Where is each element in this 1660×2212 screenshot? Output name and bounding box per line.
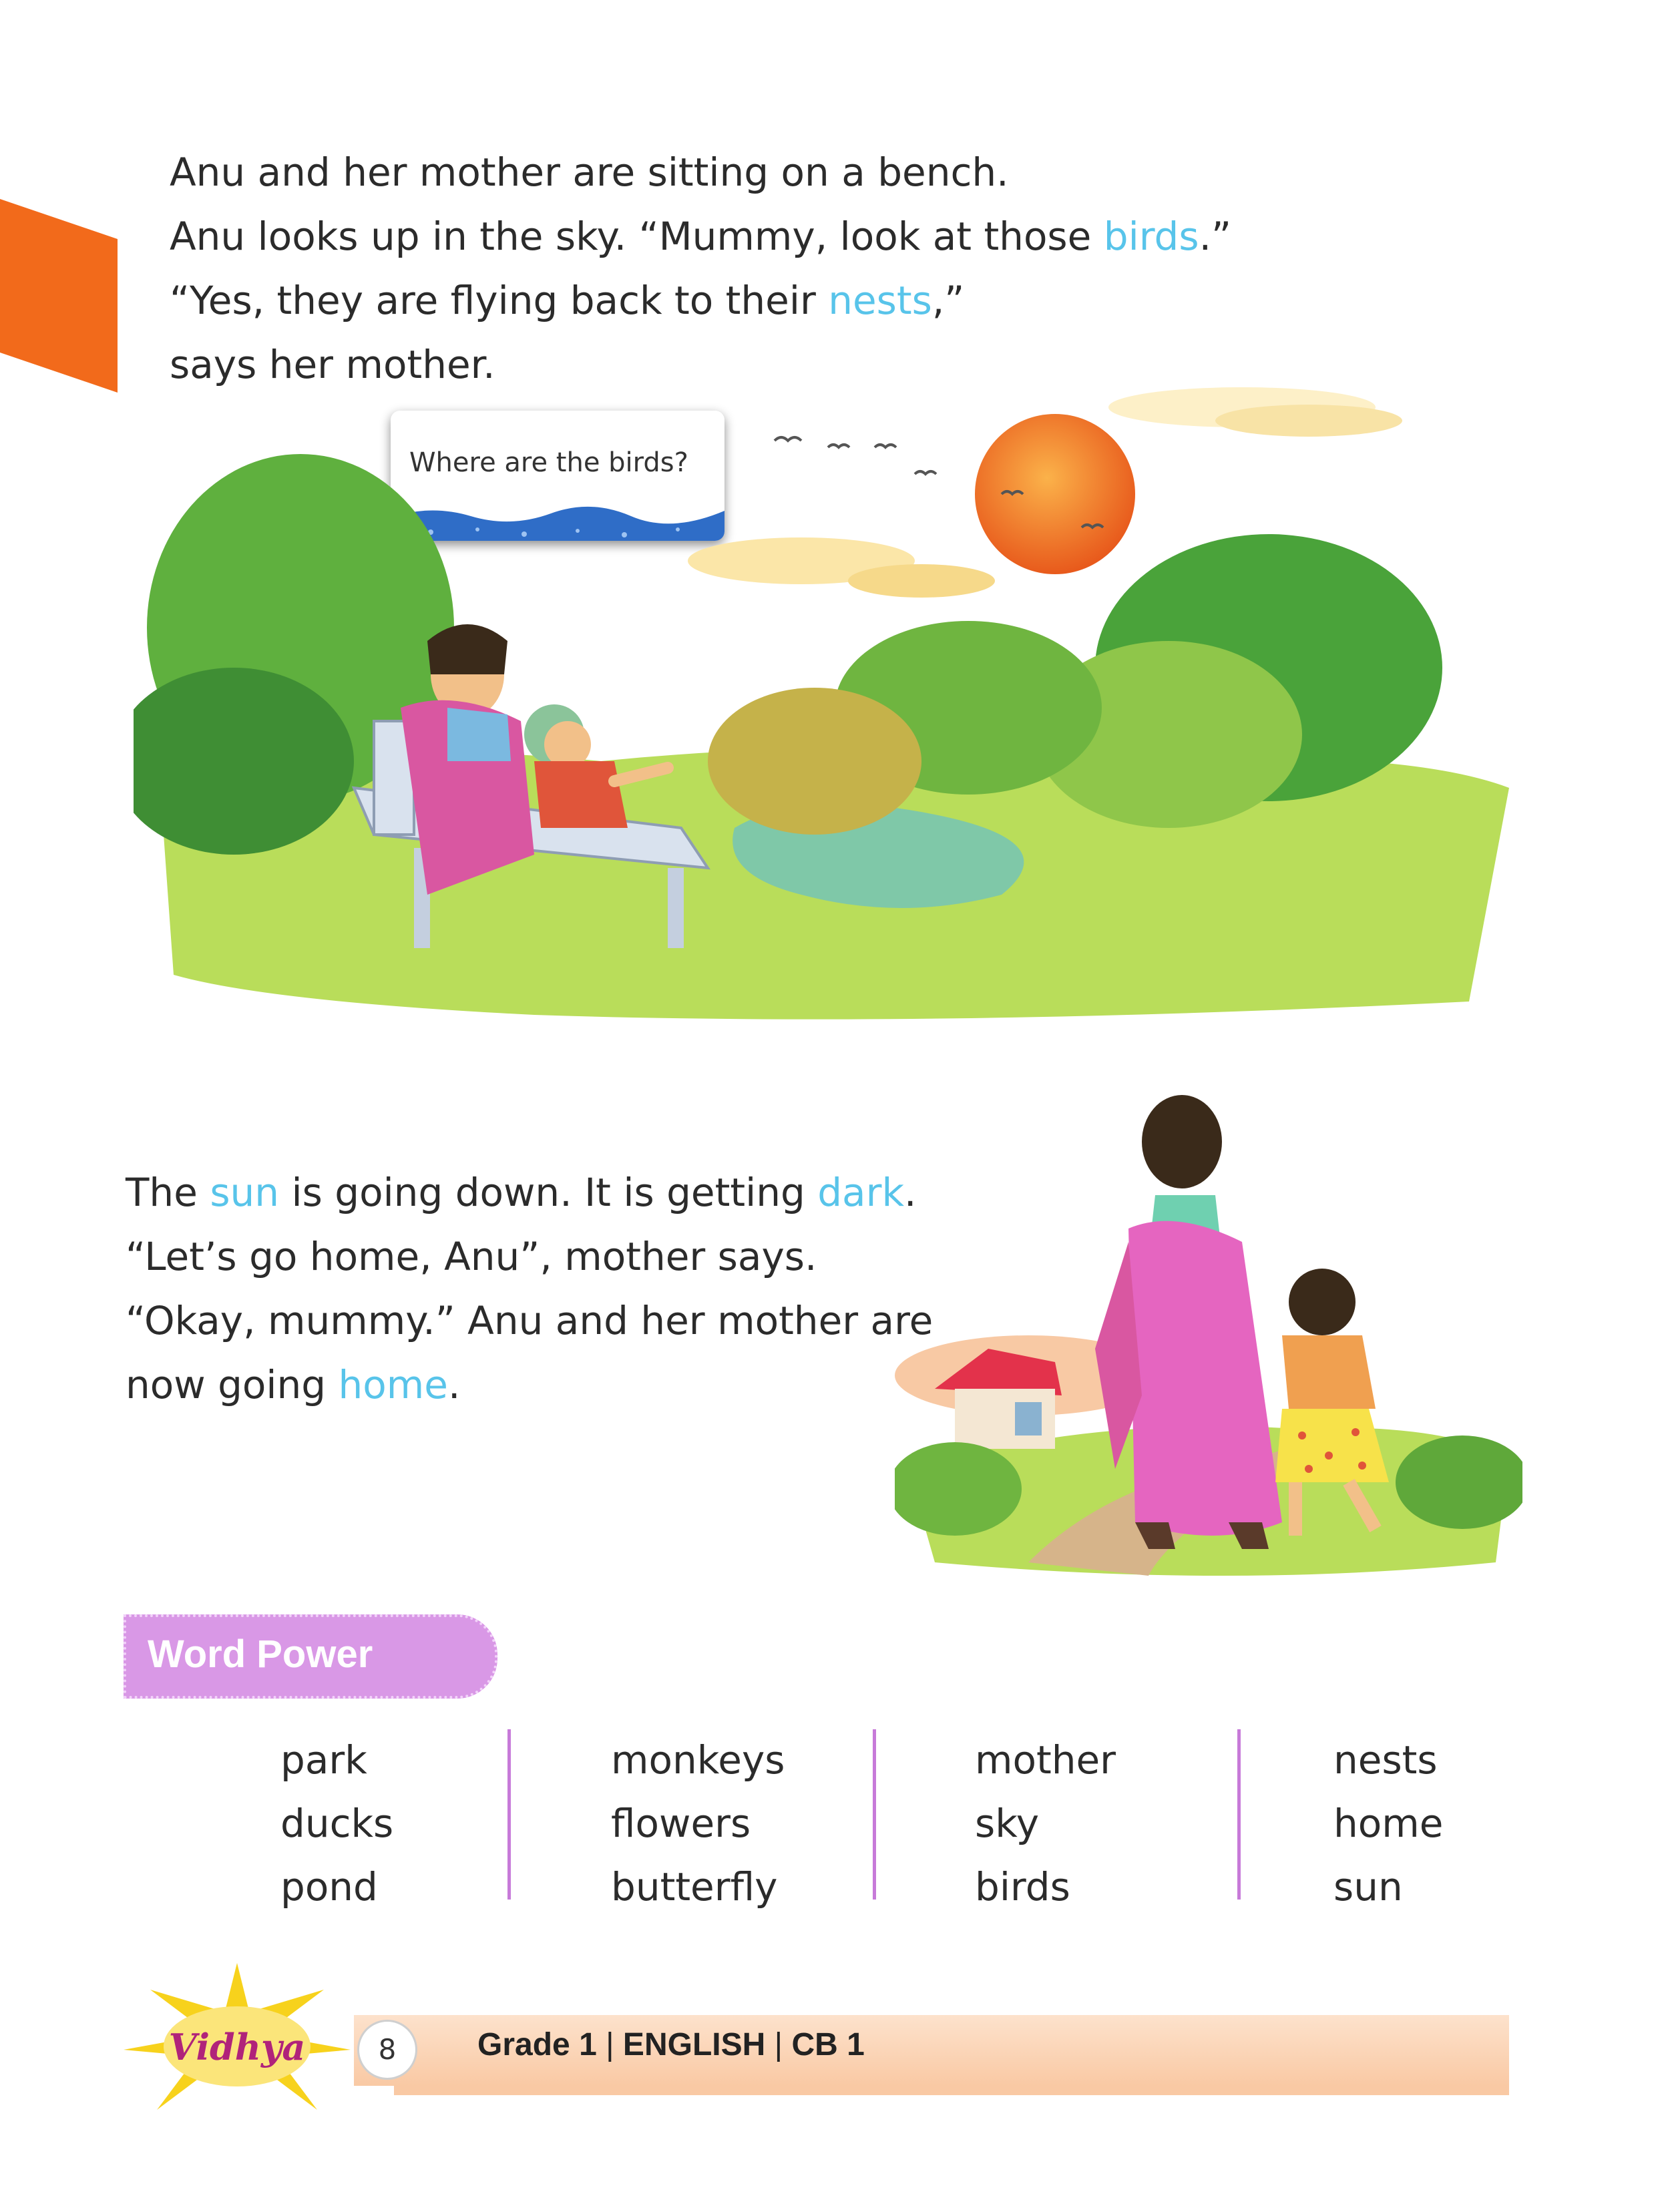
story-text: “Yes, they are flying back to their (170, 278, 829, 323)
story-text: now going (126, 1362, 339, 1407)
footer-bar-edge (394, 2086, 1509, 2095)
word-item: mother (975, 1737, 1116, 1783)
vocab-word: home (338, 1362, 448, 1407)
vocab-word: dark (817, 1170, 905, 1215)
vocab-word: sun (210, 1170, 280, 1215)
footer-grade: Grade 1 (477, 2027, 597, 2062)
logo-text: Vidhya (168, 2026, 306, 2068)
story-text: ,” (931, 278, 965, 323)
story-text: “Let’s go home, Anu”, mother says. (126, 1234, 817, 1279)
page-number: 8 (357, 2020, 417, 2080)
word-item: butterfly (611, 1864, 778, 1910)
story-text: says her mother. (170, 342, 495, 387)
story-line (126, 1289, 933, 1353)
story-line (170, 268, 1231, 333)
story-line (126, 1225, 933, 1289)
story-text: Anu looks up in the sky. “Mummy, look at those (170, 214, 1104, 259)
word-power-title: Word Power (148, 1632, 373, 1676)
story-text: “Okay, mummy.” Anu and her mother are (126, 1298, 933, 1343)
story-text: Anu and her mother are sitting on a bench. (170, 150, 1009, 195)
footer-book: CB 1 (791, 2027, 865, 2062)
footer-book-info (477, 2026, 865, 2063)
story-line (126, 1160, 933, 1225)
story-paragraph-1 (170, 140, 1231, 397)
chapter-tab-marker (0, 199, 118, 393)
question-text: Where are the birds? (409, 447, 688, 478)
word-power-header (124, 1614, 497, 1699)
word-item: pond (280, 1864, 378, 1910)
column-divider (873, 1729, 876, 1900)
word-item: ducks (280, 1801, 394, 1846)
footer-separator: | (774, 2027, 783, 2062)
story-text: . (904, 1170, 917, 1215)
story-text: .” (1199, 214, 1232, 259)
vocab-word: nests (828, 278, 932, 323)
word-item: birds (975, 1864, 1070, 1910)
sun-logo-icon (124, 1963, 351, 2117)
story-text: . (447, 1362, 461, 1407)
vocab-word: birds (1103, 214, 1199, 259)
word-item: nests (1333, 1737, 1438, 1783)
story-text: The (126, 1170, 210, 1215)
walking-home-illustration (895, 1095, 1522, 1589)
column-divider (507, 1729, 511, 1900)
story-line (170, 204, 1231, 268)
story-line (126, 1353, 933, 1417)
word-item: monkeys (611, 1737, 785, 1783)
story-paragraph-2 (126, 1160, 933, 1417)
word-item: sun (1333, 1864, 1403, 1910)
word-item: flowers (611, 1801, 751, 1846)
story-line (170, 140, 1231, 204)
footer-subject: ENGLISH (622, 2027, 766, 2062)
word-item: sky (975, 1801, 1040, 1846)
word-item: park (280, 1737, 367, 1783)
footer-separator: | (606, 2027, 614, 2062)
word-item: home (1333, 1801, 1444, 1846)
park-scene-illustration (134, 387, 1549, 1042)
story-text: is going down. It is getting (279, 1170, 818, 1215)
column-divider (1237, 1729, 1241, 1900)
